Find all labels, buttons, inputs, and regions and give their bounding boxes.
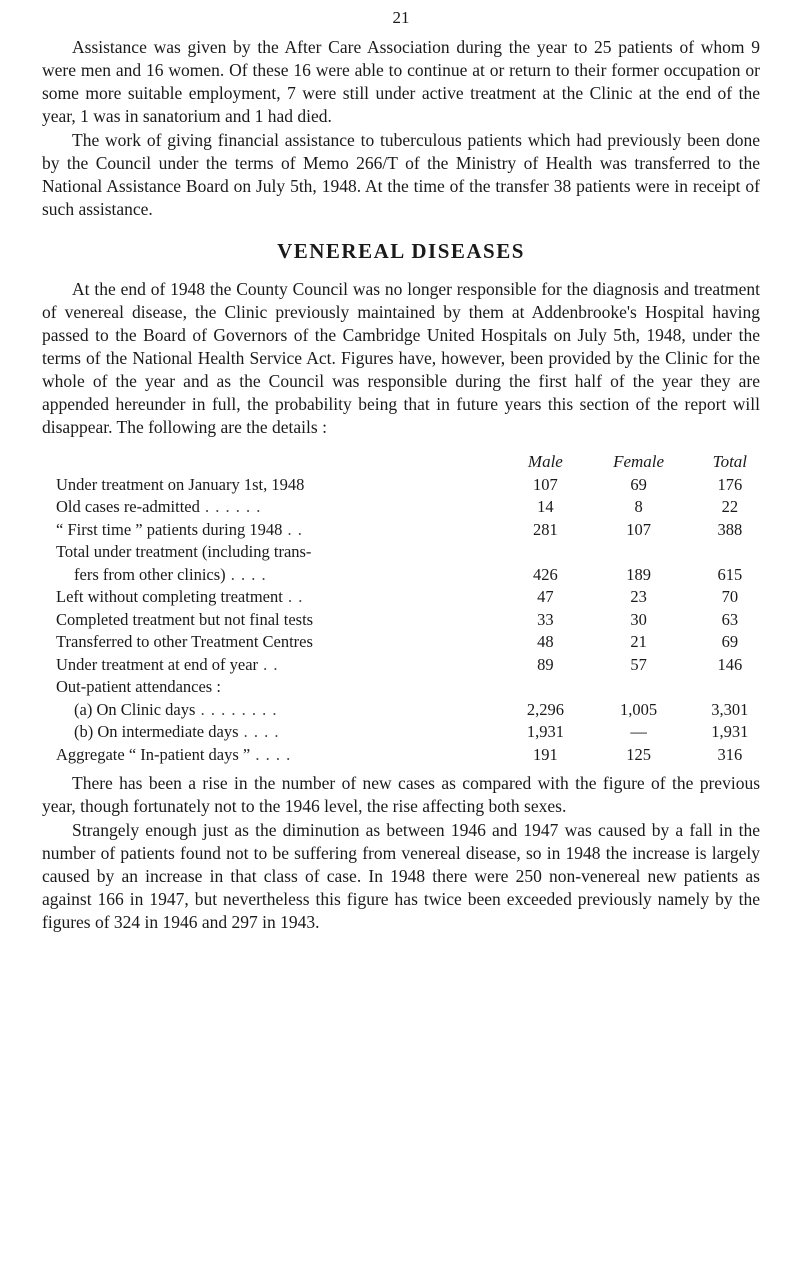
male-value (501, 541, 589, 564)
female-value: 23 (630, 587, 647, 606)
table-row (56, 586, 772, 609)
closing-section (42, 772, 760, 934)
table-row (56, 631, 772, 654)
row-label-text: Aggregate “ In-patient days ” (56, 744, 251, 764)
row-label (56, 721, 501, 744)
female-value: — (630, 722, 647, 741)
total-value: 3,301 (711, 699, 749, 719)
row-label (56, 564, 501, 587)
total-value: 176 (717, 474, 743, 494)
row-leader-dots: . . . . (225, 564, 267, 584)
table-row (56, 564, 772, 587)
row-leader-dots: . . . . . . . . (195, 699, 278, 719)
total-value: 388 (717, 519, 743, 539)
table-row (56, 496, 772, 519)
section-heading: VENEREAL DISEASES (277, 239, 525, 263)
row-label-text: Out-patient attendances : (56, 677, 221, 696)
male-value: 14 (537, 497, 554, 516)
table-row (56, 699, 772, 722)
treatment-statistics-table (56, 451, 772, 766)
female-value: 57 (630, 654, 647, 674)
row-leader-dots: . . . . . . (199, 497, 262, 516)
row-label (56, 744, 501, 767)
row-label-text: (a) On Clinic days (74, 699, 196, 719)
total-value: 70 (721, 587, 739, 606)
non-venereal-paragraph: Strangely enough just as the diminution as between 1946 and 1947 was caused by a fall in the number of patients found not to be suffering from venereal disease, so in 1948 the increase is largely caused by an increase in that class of case. In 1948 there were 250 non-venereal new patients as against 166 in 1947, but nevertheless this figure has twice been exceeded previously namely by the figures of 324 in 1946 and 297 in 1943. (42, 820, 760, 932)
row-label-text: Total under treatment (including trans- (56, 542, 312, 561)
row-label-text: Under treatment on January 1st, 1948 (56, 474, 305, 494)
male-value: 48 (537, 632, 554, 651)
total-value: 69 (721, 632, 739, 651)
male-value: 89 (537, 654, 554, 674)
row-label-text: Left without completing treatment (56, 587, 283, 606)
table-row (56, 474, 772, 497)
row-leader-dots: . . . . (250, 744, 292, 764)
row-label (56, 699, 501, 722)
row-label-text: Transferred to other Treatment Centres (56, 632, 313, 651)
row-label-text: Completed treatment but not final tests (56, 609, 314, 629)
total-value: 146 (717, 654, 743, 674)
male-value: 426 (533, 564, 558, 584)
row-leader-dots: . . . . (238, 722, 280, 741)
table-body (56, 474, 772, 767)
male-value: 33 (537, 609, 554, 629)
row-label-text: fers from other clinics) (74, 564, 226, 584)
male-value: 191 (533, 744, 558, 764)
row-label-text: Under treatment at end of year (56, 654, 259, 674)
female-value: 8 (634, 497, 643, 516)
row-leader-dots: . . (282, 519, 303, 539)
row-label (56, 609, 501, 632)
male-value: 1,931 (526, 722, 564, 741)
male-value: 281 (533, 519, 558, 539)
table-row (56, 721, 772, 744)
row-label (56, 496, 501, 519)
after-care-section (42, 36, 760, 221)
table-row (56, 519, 772, 542)
female-value: 69 (630, 474, 647, 494)
female-column-header: Female (613, 452, 665, 471)
total-value (688, 541, 772, 564)
row-label-text: “ First time ” patients during 1948 (56, 519, 283, 539)
row-label (56, 586, 501, 609)
male-value (501, 676, 589, 699)
row-label (56, 631, 501, 654)
total-value: 316 (717, 744, 743, 764)
row-label (56, 654, 501, 677)
total-value (688, 676, 772, 699)
table-header-row (56, 451, 772, 474)
total-column-header: Total (712, 452, 748, 471)
table-row (56, 609, 772, 632)
female-value: 1,005 (620, 699, 658, 719)
row-label-text: (b) On intermediate days (74, 722, 239, 741)
financial-assistance-paragraph: The work of giving financial assistance to tuberculous patients which had previously been done by the Council under the terms of Memo 266/T of the Ministry of Health was transferred to the National Assistance Board on July 5th, 1948. At the time of the transfer 38 patients were in receipt of such assistance. (42, 130, 760, 219)
female-value: 30 (630, 609, 647, 629)
page-number: 21 (392, 8, 410, 27)
row-label-text: Old cases re-admitted (56, 497, 200, 516)
venereal-diseases-paragraph: At the end of 1948 the County Council was no longer responsible for the diagnosis and treatment of venereal disease, the Clinic previously maintained by them at Addenbrooke's Hospital having passed to the Board of Governors of the Cambridge United Hospitals on July 5th, 1948, under the terms of the National Health Service Act. Figures have, however, been provided by the Clinic for the whole of the year and as the Council was responsible during the first half of the year they are appended hereunder in full, the probability being that in future years this section of the report will disappear. The following are the details : (42, 279, 760, 437)
row-label (56, 676, 501, 699)
label-column-header (56, 451, 501, 474)
total-value: 1,931 (711, 722, 749, 741)
male-value: 107 (533, 474, 558, 494)
female-value (589, 541, 687, 564)
row-label (56, 541, 501, 564)
table-row (56, 654, 772, 677)
new-cases-paragraph: There has been a rise in the number of new cases as compared with the figure of the previous year, though fortunately not to the 1946 level, the rise affecting both sexes. (42, 773, 760, 816)
table-row (56, 541, 772, 564)
female-value (589, 676, 687, 699)
female-value: 107 (626, 519, 651, 539)
female-value: 125 (626, 744, 651, 764)
row-label (56, 519, 501, 542)
male-value: 2,296 (526, 699, 564, 719)
male-value: 47 (537, 587, 554, 606)
total-value: 22 (721, 497, 739, 516)
after-care-paragraph: Assistance was given by the After Care Association during the year to 25 patients of whom 9 were men and 16 women. Of these 16 were able to continue at or return to their former occupation or some more suitable employment, 7 were still under active treatment at the Clinic at the end of the year, 1 was in sanatorium and 1 had died. (42, 37, 760, 126)
row-leader-dots: . . (258, 654, 279, 674)
total-value: 63 (721, 609, 739, 629)
total-value: 615 (717, 564, 743, 584)
table-row (56, 744, 772, 767)
row-leader-dots: . . (282, 587, 304, 606)
table-row (56, 676, 772, 699)
female-value: 189 (626, 564, 651, 584)
female-value: 21 (630, 632, 647, 651)
male-column-header: Male (527, 452, 563, 471)
row-label (56, 474, 501, 497)
